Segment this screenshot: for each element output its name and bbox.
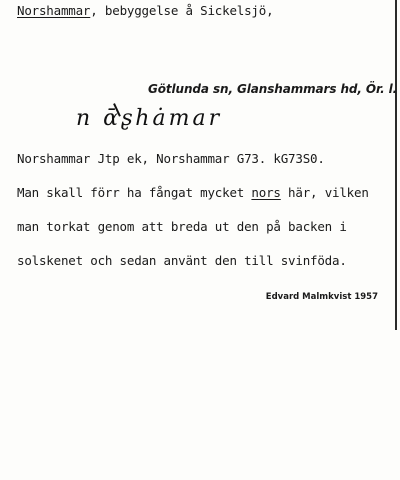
reference-line: Norshammar Jtp ek, Norshammar G73. kG73S0. [17, 151, 325, 166]
underlined-word: nors [251, 185, 281, 200]
phonetic-transcription: n ɑ̄ʂhȧmar [76, 106, 223, 131]
body-line-1 [17, 185, 369, 200]
body-line-1-end: här, vilken [280, 185, 369, 200]
heading-rest: , bebyggelse å Sickelsjö, [90, 3, 274, 18]
headword: Norshammar [17, 3, 91, 18]
location-line: Götlunda sn, Glanshammars hd, Ör. l. [148, 82, 398, 96]
body-line-1-start: Man skall förr ha fångat mycket [17, 185, 252, 200]
body-line-3: solskenet och sedan använt den till svinföda. [17, 253, 347, 268]
card-edge [395, 0, 397, 330]
body-line-2: man torkat genom att breda ut den på backen i [17, 219, 347, 234]
signature: Edvard Malmkvist 1957 [265, 292, 378, 302]
entry-heading [17, 3, 273, 18]
